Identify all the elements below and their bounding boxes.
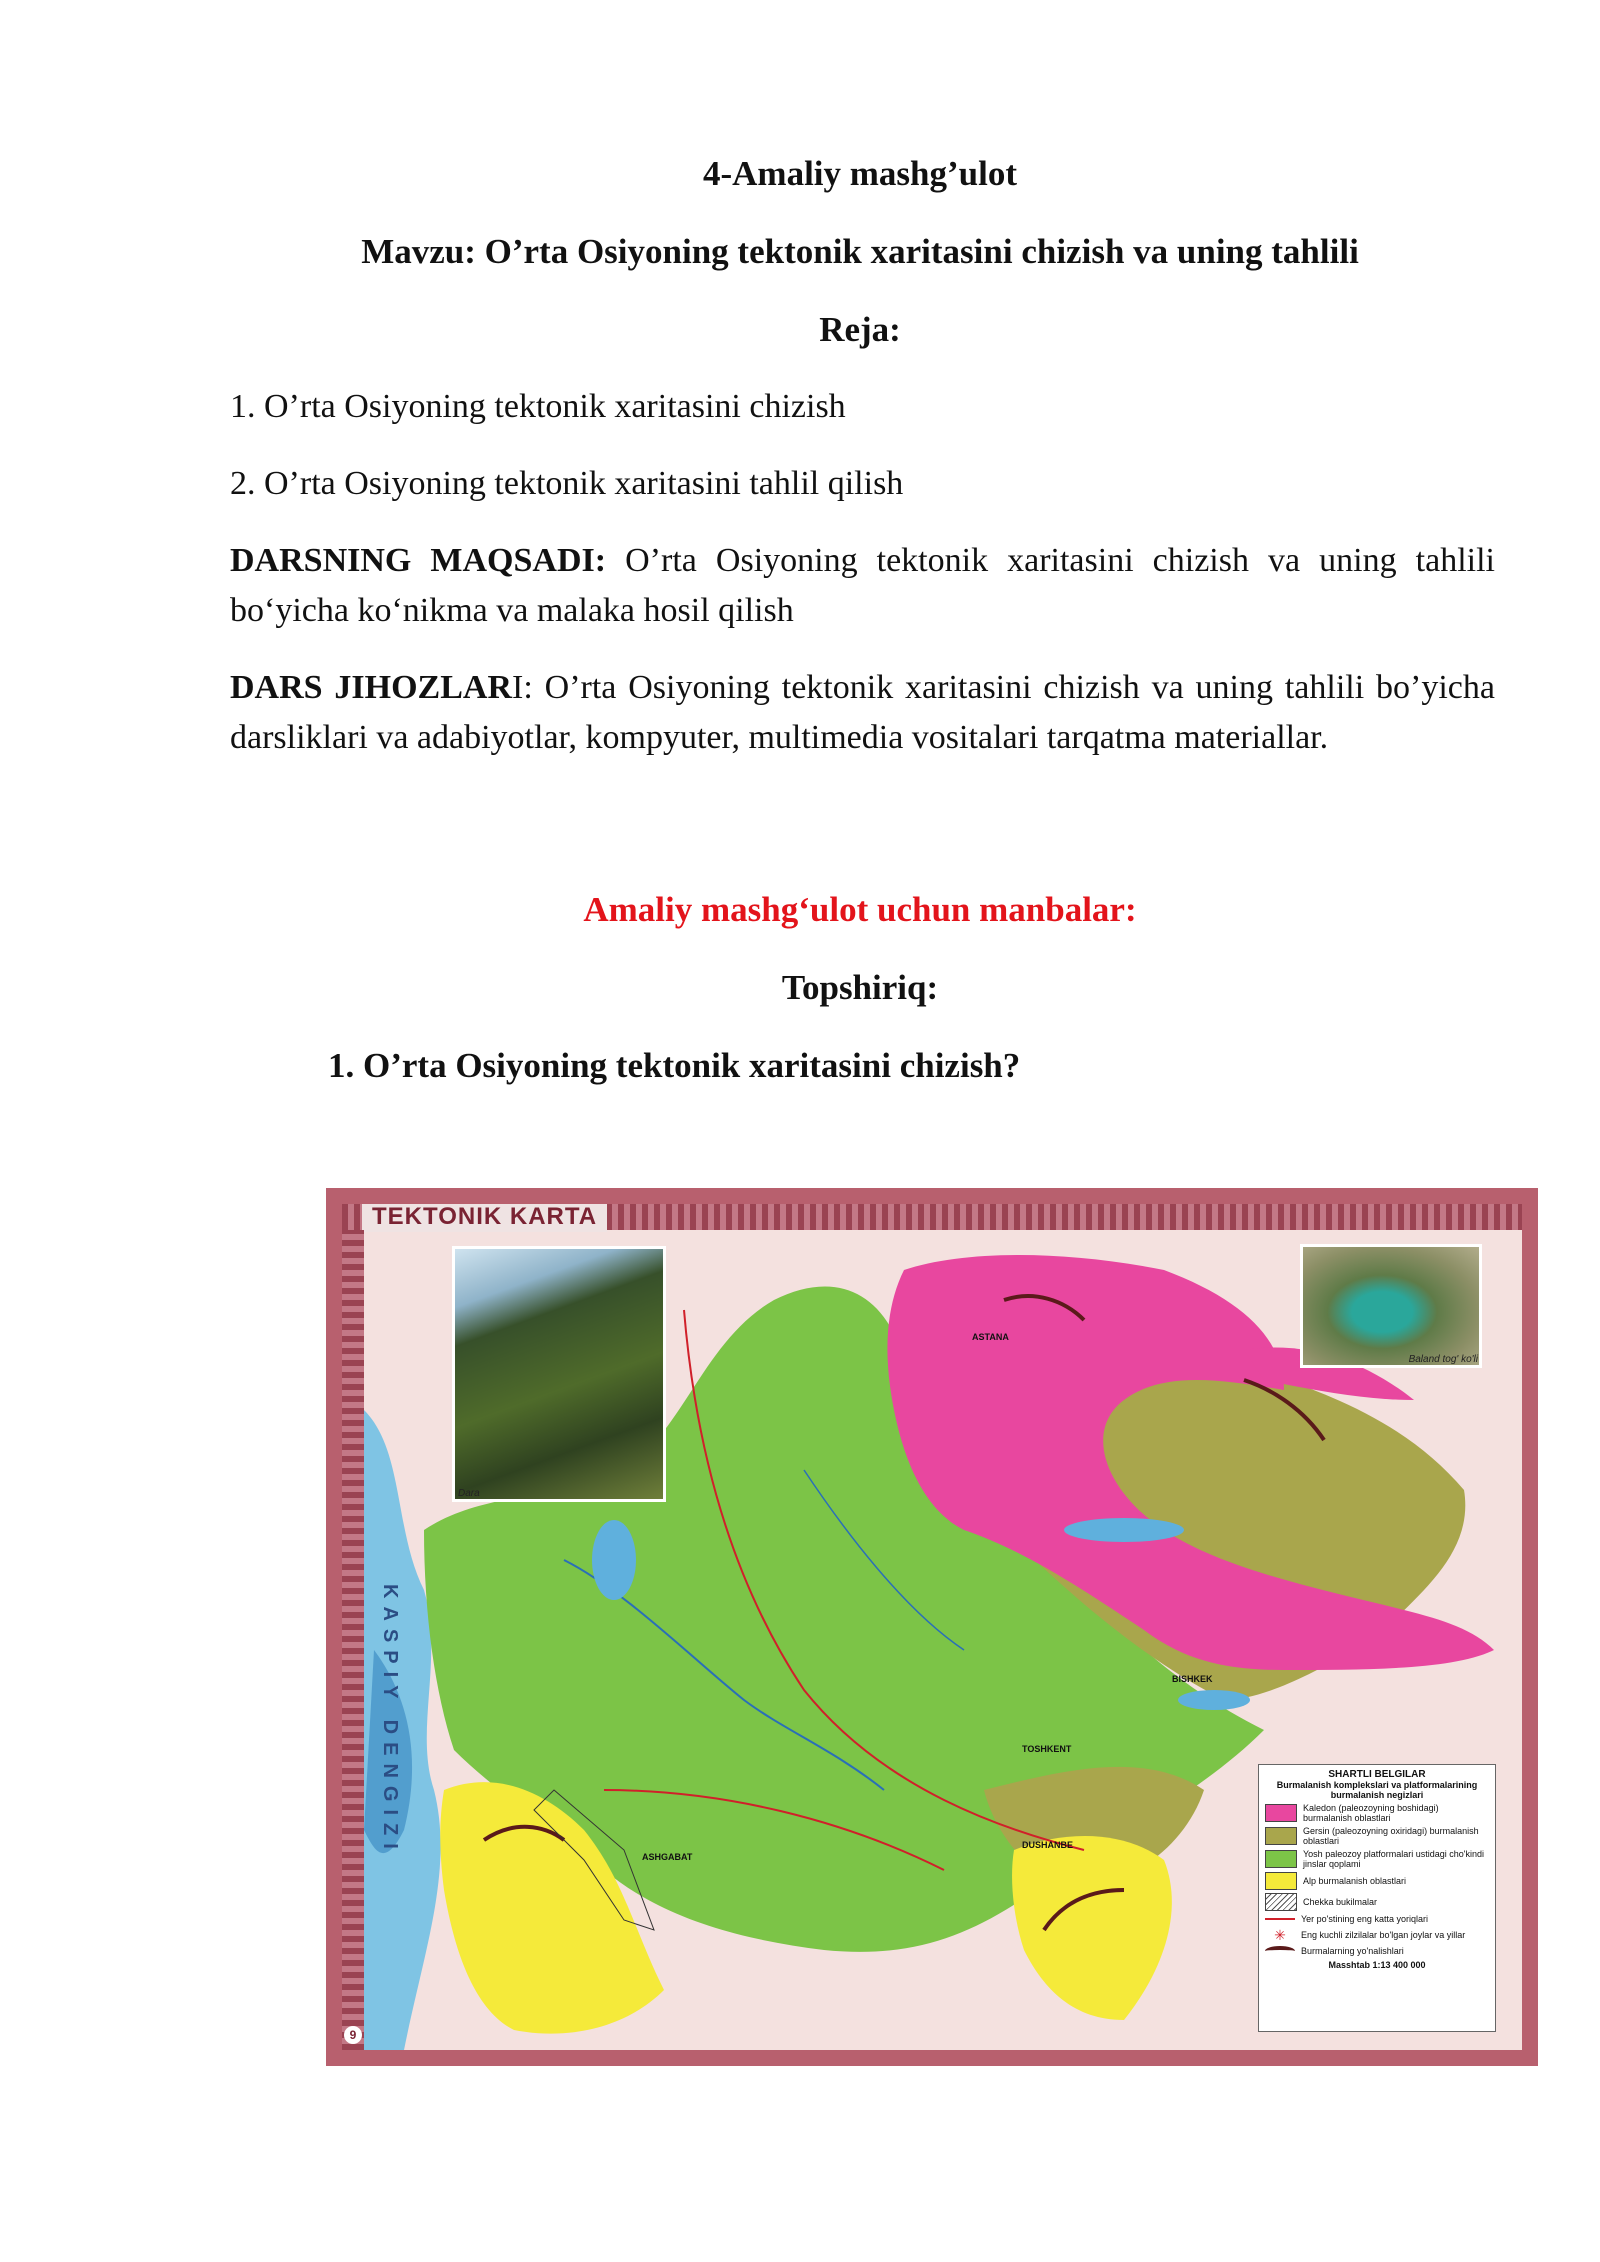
legend-subtitle: Burmalanish komplekslari va platformalarining burmalanish negizlari [1276,1780,1478,1800]
legend-scale: Masshtab 1:13 400 000 [1328,1960,1426,1970]
legend-item-fault: Yer po'stining eng katta yoriqlari [1265,1914,1489,1924]
mountain-lake-photo [1300,1244,1482,1368]
map-side-band [342,1230,364,2050]
alp-region-east [1012,1836,1172,2020]
goal-paragraph [230,536,1495,636]
equipment-label-tail: I [512,669,524,706]
equipment-label: DARS JIHOZLAR [230,669,513,706]
legend-item-fold: Burmalarning yo'nalishlari [1265,1946,1489,1956]
page-title: 4-Amaliy mashg’ulot [702,154,1018,193]
equipment-text: : O’rta Osiyoning tektonik xaritasini chizish va uning tahlili bo’yicha darsliklari va adabiyotlar, kompyuter, multimedia vositalari tarqatma materiallar. [230,669,1495,756]
legend-item-gersin: Gersin (paleozoyning oxiridagi) burmalanish oblastlari [1265,1826,1489,1846]
map-title: TEKTONIK KARTA [362,1204,607,1232]
topic-heading: Mavzu: O’rta Osiyoning tektonik xaritasini chizish va uning tahlili [361,232,1359,271]
city-label-toshkent: TOSHKENT [1022,1744,1072,1754]
tectonic-map-figure [326,1188,1538,2066]
city-label-bishkek: BISHKEK [1172,1674,1213,1684]
plan-item-2: 2. O’rta Osiyoning tektonik xaritasini tahlil qilish [230,465,904,502]
legend-item-kaledon: Kaledon (paleozoyning boshidagi) burmalanish oblastlari [1265,1803,1489,1823]
plan-heading: Reja: [819,310,901,349]
legend-item-alp: Alp burmalanish oblastlari [1265,1872,1489,1890]
sources-heading: Amaliy mashg‘ulot uchun manbalar: [583,890,1137,929]
legend-title: SHARTLI BELGILAR [1328,1769,1426,1780]
city-label-ashgabat: ASHGABAT [642,1852,693,1862]
goal-label: DARSNING MAQSADI: [230,542,607,579]
mountain-lake-photo-caption: Baland tog' ko'li [1408,1354,1478,1365]
aral-sea [592,1520,636,1600]
plan-item-1: 1. O’rta Osiyoning tektonik xaritasini chizish [230,388,846,425]
task-heading: Topshiriq: [781,968,939,1007]
caspian-sea-label: KASPIY DENGIZI [379,1584,401,1857]
gorge-photo-caption: Dara [458,1488,480,1499]
tectonic-map [342,1204,1522,2050]
legend-item-earthquake: ✳ Eng kuchli zilzilalar bo'lgan joylar va yillar [1274,1927,1466,1943]
map-legend [1258,1764,1496,2032]
lake-issyk-kul [1178,1690,1250,1710]
task-item: 1. O’rta Osiyoning tektonik xaritasini chizish? [328,1046,1021,1085]
goal-text: O’rta Osiyoning tektonik xaritasini chizish va uning tahlili bo‘yicha ko‘nikma va malaka hosil qilish [230,542,1495,629]
city-label-astana: ASTANA [972,1332,1009,1342]
city-label-dushanbe: DUSHANBE [1022,1840,1074,1850]
lake-balkhash [1064,1518,1184,1542]
gorge-photo [452,1246,666,1502]
equipment-paragraph [230,663,1495,763]
legend-item-trough: Chekka bukilmalar [1265,1893,1489,1911]
map-page-number: 9 [344,2026,362,2044]
legend-item-platform: Yosh paleozoy platformalari ustidagi cho'kindi jinslar qoplami [1265,1849,1489,1869]
